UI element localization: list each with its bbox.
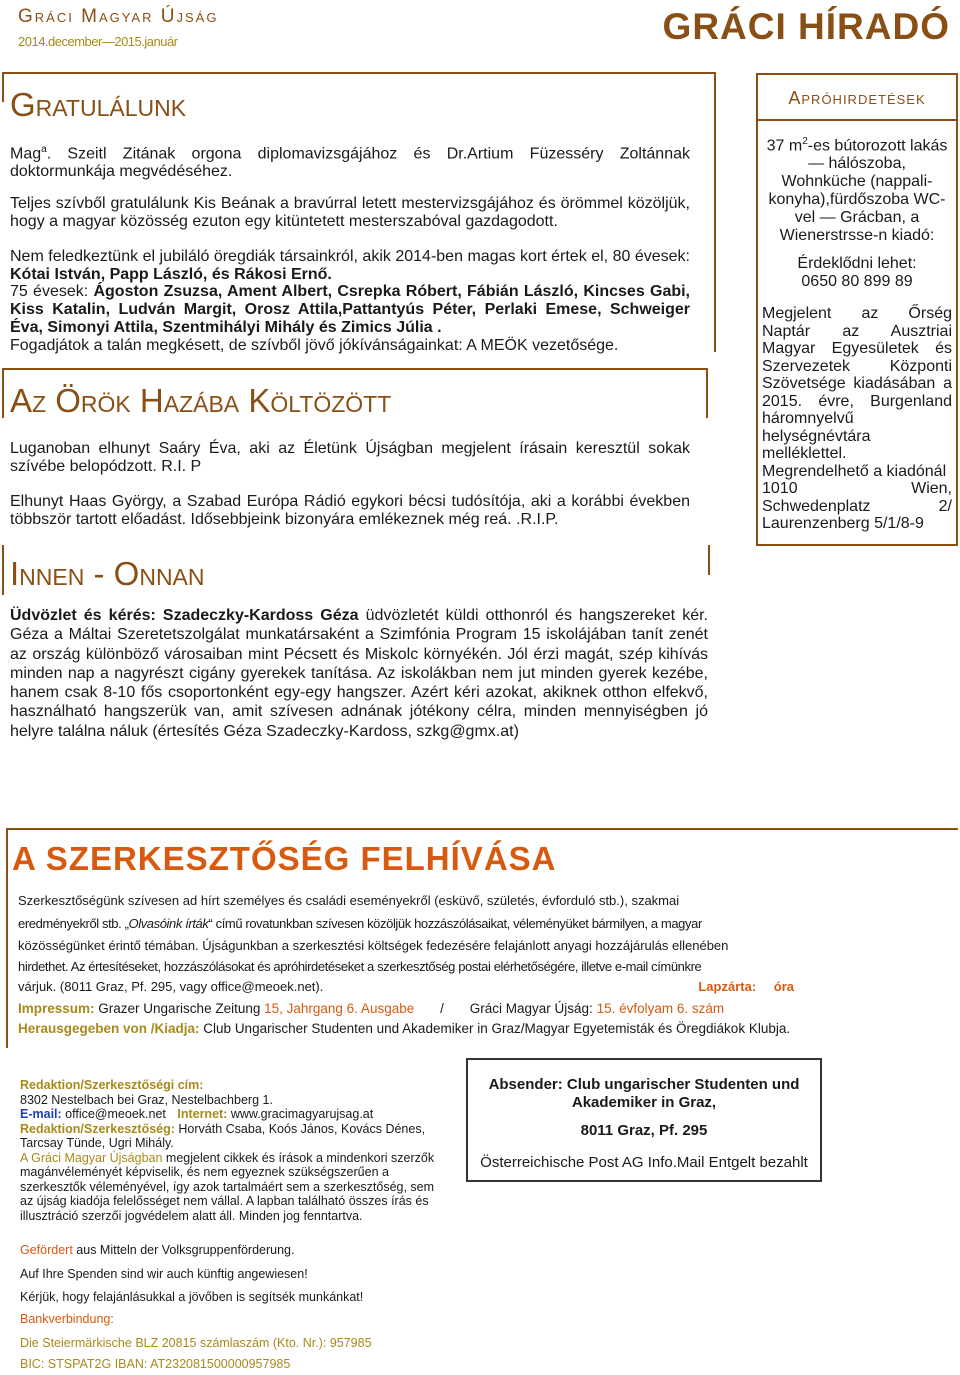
- disclaimer: [20, 1151, 445, 1224]
- classifieds-box: [756, 73, 958, 546]
- funding: [20, 1243, 445, 1258]
- names-80: Kótai István, Papp László, és Rákosi Ernő.: [10, 266, 332, 283]
- paragraph: Luganoban elhunyt Saáry Éva, aki az Életünk Újságban megjelent írásain keresztül sokak szívébe belopódzott. R.I. P: [10, 440, 690, 475]
- section-divider: [714, 72, 716, 352]
- section-title-szerkesztoseg: A SZERKESZTŐSÉG FELHÍVÁSA: [12, 840, 557, 877]
- paper-name: Gráci Magyar Újság: [18, 6, 219, 27]
- sender-name: Absender: Club ungarischer Studenten und Akademiker in Graz,: [488, 1076, 800, 1111]
- divider: [758, 119, 956, 121]
- bank-bic: BIC: STSPAT2G IBAN: AT232081500000957985: [20, 1357, 291, 1371]
- contact-line: [20, 1107, 445, 1122]
- text: Nem feledkeztünk el jubiláló öregdiák társainkról, akik 2014-ben magas kort értek el, 80 évesek:: [10, 248, 690, 265]
- separator: /: [440, 1001, 444, 1016]
- paragraph: Teljes szívből gratulálunk Kis Beának a bravúrral letett mestervizsgájához és örömmel közöljük, hogy a magyar közösség ezuton egy kitüntetett mesterszabóval gazdagodott.: [10, 195, 690, 230]
- section-title-gratulalunk: Gratulálunk: [10, 86, 187, 123]
- text: -es bútorozott lakás — hálószoba, Wohnküche (nappali-konyha),fürdőszoba WC-vel — Grácban, a Wienerstrsse-n kiadó:: [768, 137, 948, 245]
- column-name: Olvasóink írták: [128, 916, 209, 931]
- notice-line: [18, 914, 794, 934]
- classifieds-title: Apróhirdetések: [788, 88, 926, 108]
- editorial-address: [20, 1078, 445, 1223]
- notice-line: Szerkesztőségünk szívesen ad hírt személyes és családi eseményekről (esküvő, születés, évforduló stb.), szakmai: [18, 893, 680, 908]
- text: Elhunyt Haas György, a Szabad Európa Rádió egykori bécsi tudósítója, aki a korábbi években többször tartott előadást.: [10, 493, 690, 528]
- ad-address: 1010 Wien, Schwedenplatz 2/ Laurenzenberg 5/1/8-9: [762, 480, 952, 533]
- label: Redaktion/Szerkesztőségi cím:: [20, 1078, 204, 1092]
- text: 15. évfolyam 6. szám: [596, 1001, 725, 1016]
- website: www.gracimagyarujsag.at: [227, 1107, 374, 1121]
- paragraph: Fogadjátok a talán megkésett, de szívből jövő jókívánságainkat: A MEÖK vezetősége.: [10, 337, 619, 354]
- notice-line: [18, 977, 794, 997]
- lead-text: Üdvözlet és kérés: Szadeczky-Kardoss Géza: [10, 607, 359, 624]
- deadline: Lapzárta: óra: [698, 979, 794, 994]
- superscript: a: [41, 144, 47, 155]
- label: A Gráci Magyar Újságban: [20, 1150, 163, 1165]
- paragraph: [10, 606, 708, 741]
- ad-apartment: [758, 133, 956, 245]
- donation-de: Auf Ihre Spenden sind wir auch künftig angewiesen!: [20, 1267, 308, 1281]
- text: megjelent cikkek és írások a mindenkori szerzők magánvéleményét képviselik, és nem egyeznek szükségszerűen a szerkesztők véleményével, így azok tartalmáért sem a szerkesztőség, sem az újság kiadója felelősséget nem vállal. A lapban található összes írás és illusztráció szerzői jogvédelem alatt áll. Minden jog fenntartva.: [20, 1150, 435, 1223]
- names-75: Ágoston Zsuzsa, Ament Albert, Csrepka Róbert, Fábián László, Kincses Gabi, Kiss Katalin, Ludván Margit, Orosz Attila,Pattantyús Péter, Perlaki Emese, Schweiger Éva, Simonyi Attila, Szentmihályi Mihály és Zimics Júlia: [10, 283, 691, 336]
- text: .: [432, 319, 442, 336]
- text: Club Ungarischer Studenten und Akademiker in Graz/Magyar Egyetemisták és Öregdiákok Klubja.: [199, 1021, 791, 1036]
- text: Mag: [10, 145, 42, 163]
- text: eredményekről stb. „: [18, 916, 129, 931]
- donation-hu: Kérjük, hogy felajánlásukkal a jövőben is segítsék munkánkat!: [20, 1290, 364, 1304]
- text: Grazer Ungarische Zeitung: [94, 1001, 265, 1016]
- text: Horváth Csaba, Koós János, Kovács Dénes, Tarcsay Tünde, Ugri Mihály.: [20, 1121, 426, 1150]
- superscript: 2: [802, 136, 808, 147]
- issue-date: 2014.december—2015.január: [18, 34, 178, 49]
- postage-note: Österreichische Post AG Info.Mail Entgelt bezahlt: [480, 1154, 808, 1171]
- label: Redaktion/Szerkesztőség:: [20, 1121, 175, 1136]
- notice-line: közösségünket érintő témában. Újságunkban a szerkesztési költségek fedezésére felajánlott anyagi hozzájárulás ellenében: [18, 938, 729, 953]
- text: 15, Jahrgang 6. Ausgabe: [264, 1001, 415, 1016]
- sender-address: 8011 Graz, Pf. 295: [580, 1122, 708, 1139]
- text: aus Mitteln der Volksgruppenförderung.: [72, 1243, 295, 1257]
- paragraph: [10, 141, 690, 181]
- label: E-mail:: [20, 1107, 62, 1121]
- text: 75 évesek:: [10, 283, 94, 300]
- publisher-label: Herausgegeben von /Kiadja:: [18, 1021, 200, 1036]
- bank-account: Die Steiermärkische BLZ 20815 számlaszám (Kto. Nr.): 957985: [20, 1336, 372, 1350]
- paragraph: [10, 493, 690, 529]
- sender-box: [466, 1058, 822, 1182]
- masthead: [18, 6, 218, 49]
- ad-contact-label: Érdeklődni lehet:: [797, 255, 917, 273]
- notice-line: hirdethet. Az értesítéseket, hozzászólásokat és apróhirdetéseket a szerkesztőség postai elérhetőségére, illetve e-mail címünkre: [18, 959, 702, 974]
- section-divider: [2, 545, 4, 595]
- label: Gefördert: [20, 1243, 73, 1257]
- address: 8302 Nestelbach bei Graz, Nestelbachberg 1.: [20, 1092, 273, 1107]
- bank-label: Bankverbindung:: [20, 1312, 114, 1326]
- text: várjuk. (8011 Graz, Pf. 295, vagy office@meoek.net).: [18, 979, 324, 994]
- section-title-innen-onnan: Innen - Onnan: [10, 555, 205, 592]
- page-title: GRÁCI HÍRADÓ: [662, 6, 950, 47]
- publisher: [18, 1019, 818, 1039]
- ad-calendar: Megjelent az Őrség Naptár az Ausztriai Magyar Egyesületek és Szervezetek Központi Szövetsége kiadásában a 2015. évre, Burgenland háromnyelvű helységnévtára melléklettel. Megrendelhető a kiadónál: [762, 305, 952, 480]
- section-title-orok-hazaba: Az Örök Hazába Költözött: [10, 382, 392, 419]
- text: üdvözletét küldi otthonról és hangszereket kér. Géza a Máltai Szeretetszolgálat munkatársaként a Szimfónia Program 15 iskolájában tanít zenét az ország különböző városaiban mint Pécsett és Miskolc környékén. Jól érzi magát, szép kihívás minden nap a nagyrészt cigány gyerekek tanítása. Az iskolákban nem jut minden gyerek kezébe, hanem csak 8-10 fős csoportonként egy-egy hangszer. Azért kéri azokat, akiknek otthon elfekvő, használható hangszerük van, amit szívesen adnának jótékony célra, minden mennyiségben jó helyre találna náluk (értesítés Géza Szadeczky-Kardoss, szkg@gmx.at): [10, 607, 708, 740]
- text: 37 m: [766, 137, 803, 155]
- editors: [20, 1122, 445, 1151]
- text: “ című rovatunkban szívesen közöljük hozzászólásaikat, véleményüket bármilyen, a magyar: [208, 916, 702, 931]
- paragraph: [10, 248, 690, 284]
- ad-phone: 0650 80 899 89: [801, 273, 913, 291]
- paragraph: [10, 283, 690, 337]
- impressum: [18, 999, 794, 1019]
- email: office@meoek.net: [61, 1107, 170, 1121]
- label: Internet:: [177, 1107, 228, 1121]
- text: Gráci Magyar Újság:: [469, 1001, 597, 1016]
- text: . Szeitl Zitának orgona diplomavizsgájához és Dr.Artium Füzesséry Zoltánnak doktormunkája megvédéséhez.: [10, 145, 690, 181]
- impressum-label: Impressum:: [18, 1001, 95, 1016]
- section-divider: [708, 545, 710, 575]
- text: Idősebbjeink bizonyára emlékeznek még reá. .R.I.P.: [190, 511, 559, 528]
